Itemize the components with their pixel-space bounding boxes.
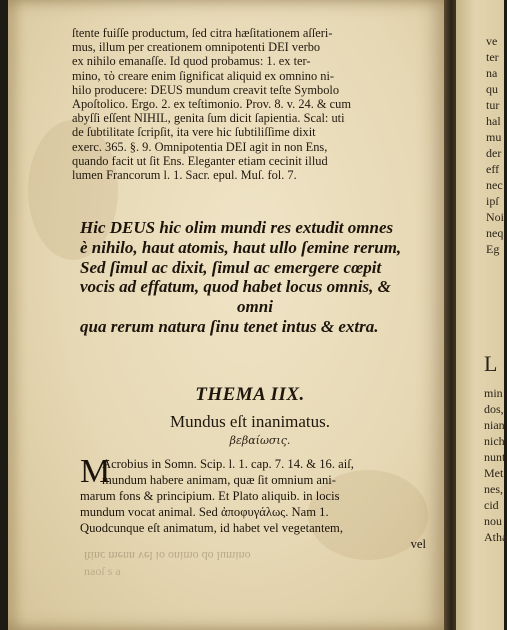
greek-keyword: βεβαίωσις. bbox=[229, 434, 291, 447]
right-page-fragment: min bbox=[484, 386, 503, 400]
right-page-fragment: L bbox=[484, 351, 498, 376]
prose-line: ſtente fuiſſe productum, ſed citra hæſitationem aſſeri- bbox=[72, 26, 333, 40]
right-page-fragment: nian bbox=[484, 418, 505, 432]
right-page-fragment: nec bbox=[486, 178, 503, 192]
right-page-fragment: eff bbox=[486, 162, 500, 176]
right-page-fragment: ve bbox=[486, 34, 498, 48]
section-subtitle: Mundus eſt inanimatus. bbox=[169, 412, 331, 431]
body-paragraph bbox=[80, 453, 430, 552]
section-title: THEMA IIX. bbox=[195, 384, 305, 405]
prose-line: exerc. 365. §. 9. Omnipotentia DEI agit in non Ens, bbox=[72, 139, 328, 154]
prose-line: mus, illum per creationem omnipotenti DEI verbo bbox=[72, 40, 321, 55]
bleed-through-text: naoſ s a bbox=[84, 564, 121, 578]
right-page-fragment: mu bbox=[486, 130, 502, 144]
poem-line: omni bbox=[237, 297, 273, 317]
body-line: mundum habere animam, quæ ſit omnium ani- bbox=[102, 473, 336, 487]
prose-line: ex nihilo emanaſſe. Id quod probamus: 1. ex ter- bbox=[72, 54, 311, 69]
poem-line: vocis ad effatum, quod habet locus omnis, & bbox=[80, 277, 391, 297]
right-page-fragment: tur bbox=[486, 98, 500, 112]
right-page-fragment: Noi bbox=[486, 210, 504, 224]
body-line: Quodcunque eſt animatum, id habet vel vegetantem, bbox=[80, 521, 343, 535]
right-page-fragment: ter bbox=[486, 50, 499, 64]
body-line: mundum vocat animal. Sed ἀποφυγάλως. Nam 1. bbox=[80, 505, 329, 519]
body-line: Acrobius in Somn. Scip. l. 1. cap. 7. 14. & 16. aiſ, bbox=[102, 457, 354, 471]
right-page-fragment: Met bbox=[484, 466, 504, 480]
poem-line: Hic DEUS hic olim mundi res extudit omnes bbox=[80, 218, 394, 237]
drop-capital: M bbox=[80, 453, 111, 490]
right-page-fragment: hal bbox=[486, 114, 501, 128]
latin-poem bbox=[80, 218, 430, 337]
prose-line: mino, τὸ creare enim ſignificat aliquid ex omnino ni- bbox=[72, 68, 335, 83]
prose-paragraph bbox=[72, 26, 428, 182]
right-page-fragment: dos, bbox=[484, 402, 504, 416]
right-page-fragment: nou bbox=[484, 514, 502, 528]
prose-line: de ſubtilitate ſcripſit, ita vere hic ſubtiliſſime dixit bbox=[72, 125, 316, 140]
right-page-fragment: cid bbox=[484, 498, 499, 512]
right-page-fragment: nich bbox=[484, 434, 505, 448]
right-page-fragment: nes, bbox=[484, 482, 503, 496]
right-page-fragment: der bbox=[486, 146, 502, 160]
catchword: vel bbox=[410, 537, 426, 551]
body-line: marum fons & principium. Et Plato aliquib. in locis bbox=[80, 489, 340, 503]
right-page-fragment: nunt bbox=[484, 450, 506, 464]
poem-line: è nihilo, haut atomis, haut ullo ſemine rerum, bbox=[80, 237, 402, 257]
prose-line: abyſſi eſſent NIHIL, genita ſum dicit ſapientia. Scal: uti bbox=[72, 111, 345, 126]
bleed-through-text: ſtinc menn vel io onimo do lumino bbox=[84, 549, 251, 563]
poem-line: Sed ſimul ac dixit, ſimul ac emergere cœpit bbox=[80, 257, 382, 277]
right-page-fragment: na bbox=[486, 66, 498, 80]
prose-line: quando facit ut ſit Ens. Eleganter etiam cecinit illud bbox=[72, 153, 328, 168]
right-page-fragment: ipſ bbox=[486, 194, 499, 208]
poem-line: qua rerum natura ſinu tenet intus & extra. bbox=[80, 316, 379, 336]
prose-line: hilo producere: DEUS mundum creavit teſte Symbolo bbox=[72, 82, 340, 97]
prose-line: lumen Francorum l. 1. Sacr. epul. Muſ. fol. 7. bbox=[72, 168, 297, 183]
prose-line: Apoſtolico. Ergo. 2. ex teſtimonio. Prov. 8. v. 24. & cum bbox=[72, 97, 351, 112]
right-page-fragment: qu bbox=[486, 82, 498, 96]
right-page-fragment: Atha bbox=[484, 530, 507, 544]
right-page-fragment: Eg bbox=[486, 242, 500, 256]
right-page-fragment: neq bbox=[486, 226, 504, 240]
